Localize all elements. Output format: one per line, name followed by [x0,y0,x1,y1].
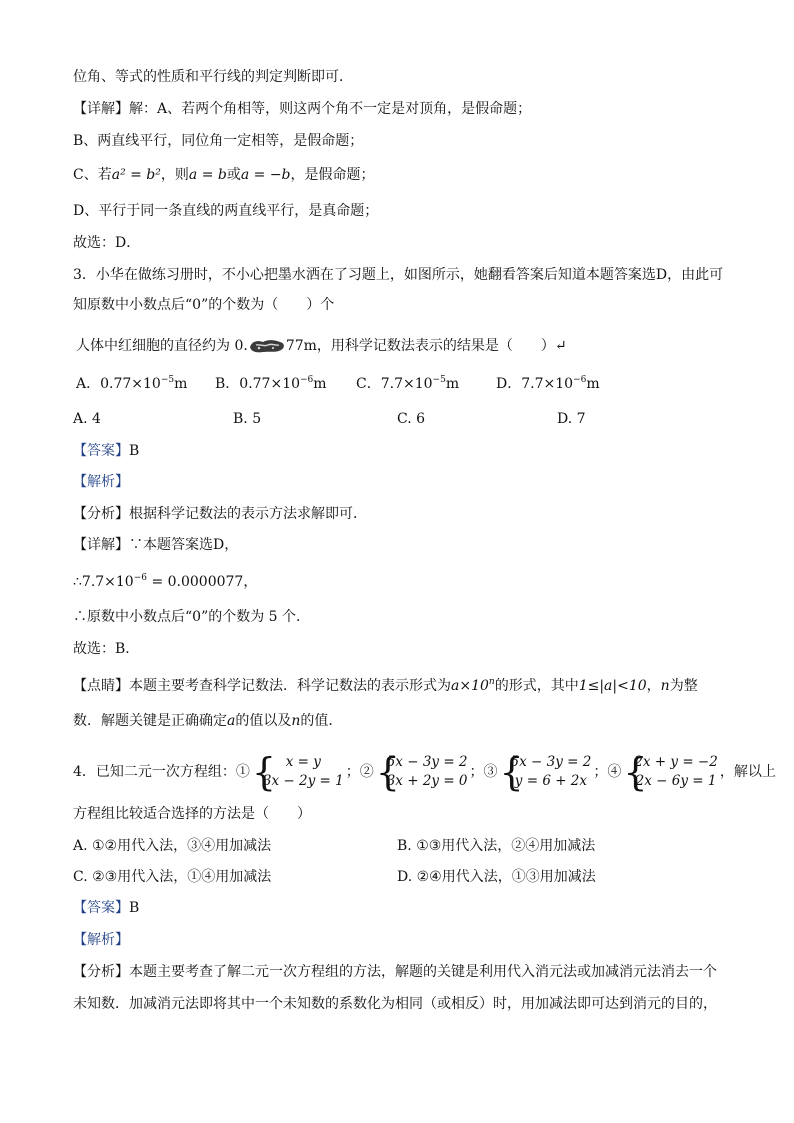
dianjing-line-2: 数．解题关键是正确确定a的值以及n的值． [73,713,343,729]
choose-d: 故选：D． [73,235,141,251]
q4-option-d: D. ②④用代入法，①③用加减法 [397,869,596,885]
equation-system-4: { 2x + y = −2 2x − 6y = 1 [623,750,718,794]
q4-option-c: C. ②③用代入法，①④用加减法 [73,869,272,885]
choose-b: 故选：B． [73,641,140,657]
q4-answer-line: 【答案】B [73,900,140,916]
q4-option-b: B. ①③用代入法，②④用加减法 [397,838,596,854]
answer-tag: 【答案】 [73,443,129,459]
question-3-image-text: 人体中红细胞的直径约为 0. 77m，用科学记数法表示的结果是（ ）↵ [76,338,567,354]
q4-fenxi-line-1: 【分析】本题主要考查了解二元一次方程组的方法，解题的关键是利用代入消元法或加减消元法消去一个 [73,964,717,980]
question-4-line-2: 方程组比较适合选择的方法是（ ） [73,806,311,822]
paragraph-d: D、平行于同一条直线的两直线平行，是真命题； [73,203,379,219]
answer-line: 【答案】B [73,443,140,459]
paragraph-b: B、两直线平行，同位角一定相等，是假命题； [73,133,364,149]
q4-option-a: A. ①②用代入法，③④用加减法 [73,838,272,854]
q4-fenxi-line-2: 未知数．加减消元法即将其中一个未知数的系数化为相同（或相反）时，用加减法即可达到消元的目的， [73,996,717,1012]
paragraph-c: C、若a² = b²，则a = b或a = −b，是假命题； [73,167,375,183]
paragraph-1: 位角、等式的性质和平行线的判定判断即可． [73,69,353,85]
q4-analysis-heading: 【解析】 [73,932,129,948]
question-3-line-1: 3．小华在做练习册时，不小心把墨水洒在了习题上，如图所示，她翻看答案后知道本题答案选D，由此可 [73,267,724,283]
detail-tag: 【详解】 [73,101,129,117]
image-option-b: B．$0.77\times 10^{-6}m$ [215,375,327,392]
question-4-line-1: 4．已知二元一次方程组：① { x = y 3x − 2y = 1 ；② { 5x − 3y = 2 3x + 2y = 0 ；③ { 5x − 3y = 2 y = 6 + 2x ；④ { 2x + y = −2 2x − 6y = 1 ，解以上 [73,750,776,794]
calc-line: $\therefore 7.7\times 10^{-6} = 0.0000077$， [73,573,258,590]
ink-blot-icon [248,339,286,353]
option-a: A. 4 [73,411,101,427]
detail-line: 【详解】∵本题答案选D， [73,537,239,553]
image-option-a: A．$0.77\times 10^{-5}m$ [76,375,188,392]
equation-system-1: { x = y 3x − 2y = 1 [251,750,344,794]
question-3-line-2: 知原数中小数点后“0”的个数为（ ）个 [73,297,335,313]
count-line: ∴原数中小数点后“0”的个数为 5 个． [73,609,311,625]
image-option-d: D．$7.7\times 10^{-6}m$ [496,375,600,392]
equation-system-3: { 5x − 3y = 2 y = 6 + 2x [499,750,592,794]
fenxi-tag: 【分析】 [73,506,129,522]
option-b: B. 5 [233,411,262,427]
option-d: D. 7 [557,411,586,427]
image-option-c: C．$7.7\times 10^{-5}m$ [356,375,460,392]
dianjing-tag: 【点睛】 [73,678,129,694]
detail-paragraph: 【详解】解：A、若两个角相等，则这两个角不一定是对顶角，是假命题； [73,101,532,117]
analysis-heading: 【解析】 [73,474,129,490]
equation-system-2: { 5x − 3y = 2 3x + 2y = 0 [375,750,468,794]
fenxi-line: 【分析】根据科学记数法的表示方法求解即可． [73,506,367,522]
option-c: C. 6 [397,411,426,427]
dianjing-line-1: 【点睛】本题主要考查科学记数法．科学记数法的表示形式为$a\times 10^n$的形式，其中1≤|a|<10，n为整 [73,677,698,694]
